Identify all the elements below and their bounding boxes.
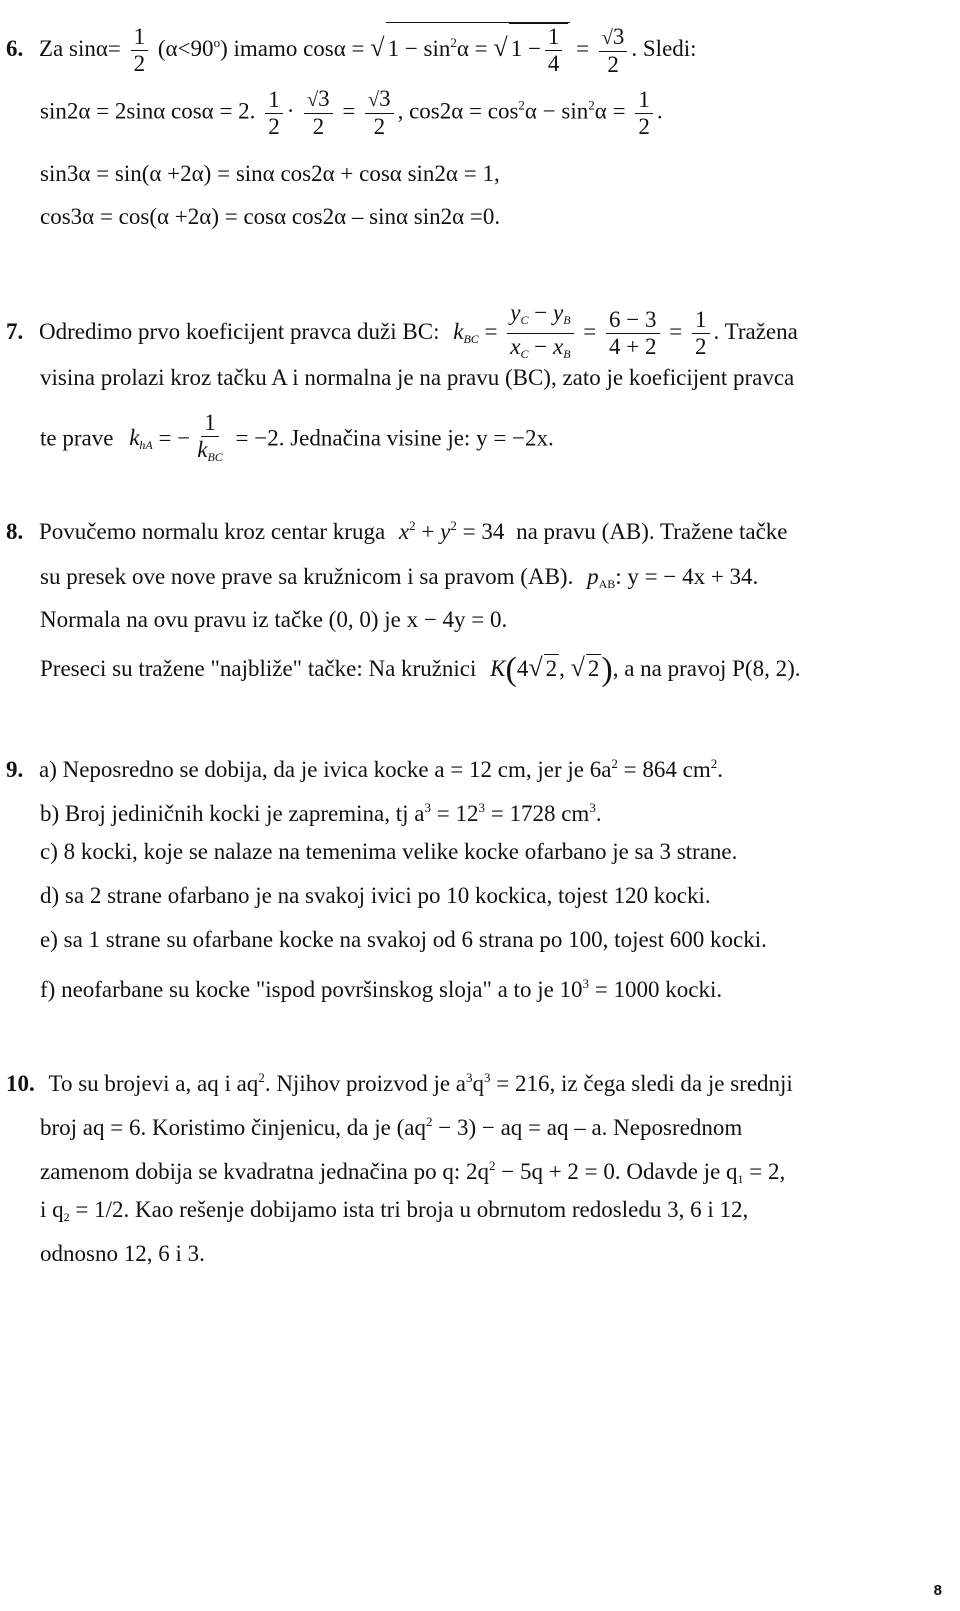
p7-line-1: 7. Odredimo prvo koeficijent pravca duži BC: $k_{BC}$ = $\frac{y_C - y_B}{x_C - x_B}$ = $\frac{6 - 3}{4 + 2}$ = $\frac{1}{2}$ . Tražena: [6, 300, 798, 361]
p8-line-1: 8. Povučemo normalu kroz centar kruga $x^2 + y^2 = 34$ na pravu (AB). Tražene tačke: [6, 518, 788, 544]
p9-line-4: d) sa 2 strane ofarbano je na svakoj ivici po 10 kockica, tojest 120 kocki.: [40, 883, 711, 908]
p10-number: 10.: [6, 1071, 35, 1096]
p6-text: Za sinα=: [39, 35, 121, 61]
p9-line-1: 9. a) Neposredno se dobija, da je ivica kocke a = 12 cm, jer je $6a^2 = 864$ $cm^2$.: [6, 756, 723, 782]
p9-line-5: e) sa 1 strane su ofarbane kocke na svakoj od 6 strana po 100, tojest 600 kocki.: [40, 927, 767, 952]
p10-line-5: odnosno 12, 6 i 3.: [40, 1241, 205, 1266]
p7-line-3: te prave $k_{hA}$ = − $\frac{1}{k_{BC}}$ = −2. Jednačina visine je: y = −2x.: [40, 410, 554, 464]
p8-line-2: su presek ove nove prave sa kružnicom i sa pravom (AB). $p_{AB}$: y = − 4x + 34.: [40, 564, 759, 591]
p7-line-2: visina prolazi kroz tačku A i normalna je na pravu (BC), zato je koeficijent pravca: [40, 365, 795, 390]
sqrt: $1 - \sin^2\alpha$ = √ 1 − $\frac{1}{4}$: [386, 22, 571, 77]
p6-line-2: sin2α = 2sinα cosα = 2. $\frac{1}{2}$ · $\frac{√3}{2}$ = $\frac{√3}{2}$ , $\cos 2\alpha = \cos^2\alpha - \sin^2\alpha$ = $\frac{1}{2}$ .: [40, 86, 663, 139]
p8-line-4: Preseci su tražene "najbliže" tačke: Na kružnici K(4√ 2, √ 2), a na pravoj P(8, 2).: [40, 651, 801, 688]
p6-number: 6.: [6, 35, 24, 61]
fraction: $\frac{√3}{2}$: [599, 24, 627, 78]
p8-line-3: Normala na ovu pravu iz tačke (0, 0) je x − 4y = 0.: [40, 607, 508, 632]
p6-line-1: 6. Za sinα= $\frac{1}{2}$ $(\alpha<90^o)$ imamo cosα = √ $1 - \sin^2\alpha$ = √ 1 − $\frac{1}{4}$ = $\frac{√3}{2}$ . Sledi:: [6, 23, 697, 77]
p10-line-1: 10. To su brojevi a, aq i $aq^2$. Njihov proizvod je $a^3q^3 = 216$, iz čega sledi da je srednji: [6, 1070, 793, 1096]
p6-line-3: sin3α = sin(α +2α) = sinα cos2α + cosα sin2α = 1,: [40, 161, 500, 186]
p10-line-4: i $q_2 = 1/2$. Kao rešenje dobijamo ista tri broja u obrnutom redosledu 3, 6 i 12,: [40, 1197, 749, 1224]
page-number: 8: [933, 1582, 942, 1599]
p10-line-2: broj aq = 6. Koristimo činjenicu, da je $(aq^2 - 3)$ − aq = aq – a. Neposrednom: [40, 1114, 743, 1140]
p6-line-4: cos3α = cos(α +2α) = cosα cos2α – sinα sin2α =0.: [40, 204, 501, 229]
p9-line-2: b) Broj jediničnih kocki je zapremina, tj $a^3 = 12^3 = 1728$ $cm^3$.: [40, 800, 602, 826]
p10-line-3: zamenom dobija se kvadratna jednačina po q: $2q^2 - 5q + 2 = 0$. Odavde je $q_1 = 2$,: [40, 1158, 786, 1186]
p8-number: 8.: [6, 519, 24, 544]
p9-line-3: c) 8 kocki, koje se nalaze na temenima velike kocke ofarbano je sa 3 strane.: [40, 839, 738, 864]
p9-line-6: f) neofarbane su kocke "ispod površinskog sloja" a to je $10^3 = 1000$ kocki.: [40, 976, 723, 1002]
fraction: $\frac{1}{2}$: [131, 24, 149, 77]
p7-number: 7.: [6, 318, 24, 344]
p9-number: 9.: [6, 757, 24, 782]
